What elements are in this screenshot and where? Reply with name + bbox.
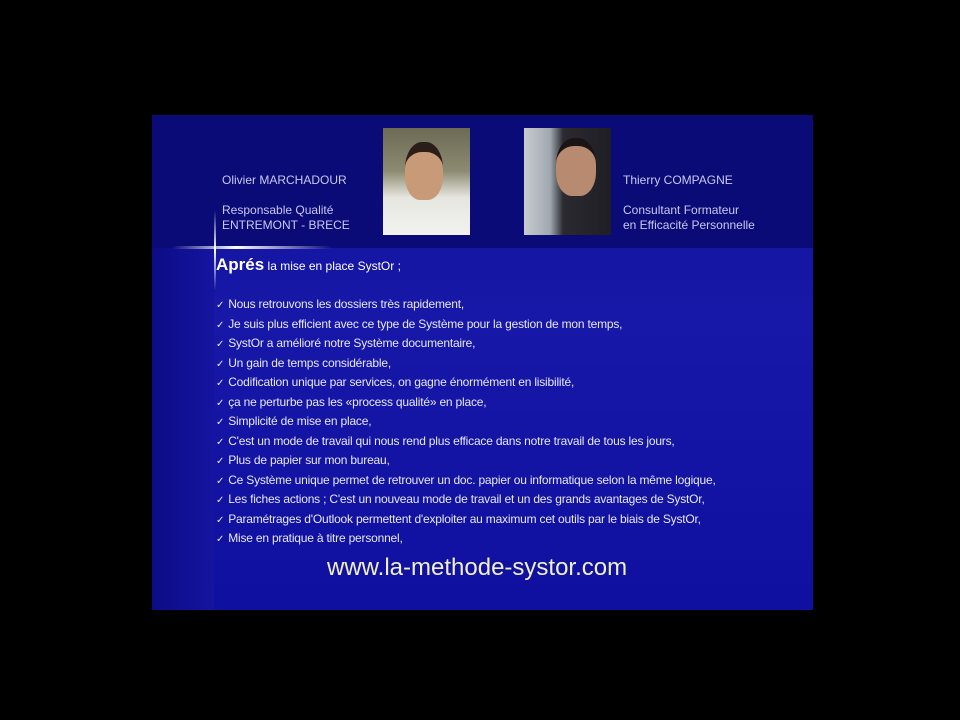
bullet-text: Je suis plus efficient avec ce type de Système pour la gestion de mon temps,	[228, 316, 623, 331]
check-icon: ✓	[216, 456, 225, 467]
person-name: Thierry COMPAGNE	[623, 173, 733, 187]
bullet-item	[216, 510, 716, 530]
bullet-item	[216, 471, 716, 491]
person-role: Responsable Qualité	[222, 203, 334, 217]
check-icon: ✓	[216, 514, 225, 526]
bullet-text: Les fiches actions ; C'est un nouveau mode de travail et un des grands avantages de SystOr,	[228, 492, 705, 506]
check-icon: ✓	[216, 436, 225, 448]
check-icon: ✓	[216, 300, 225, 311]
person-2-info	[623, 173, 755, 233]
check-icon: ✓	[216, 417, 225, 428]
bullet-item	[216, 529, 716, 549]
person-role: Consultant Formateur	[623, 203, 740, 217]
bullet-text: Paramétrages d'Outlook permettent d'exploiter au maximum cet outils par le biais de SystOr,	[228, 511, 701, 526]
bullet-item	[216, 490, 716, 510]
bullet-text: Mise en pratique à titre personnel,	[228, 531, 403, 545]
person-company: ENTREMONT - BRECE	[222, 218, 350, 232]
person-1-info	[222, 173, 350, 233]
bullet-item	[216, 354, 716, 374]
presentation-slide	[152, 115, 813, 610]
website-url: www.la-methode-systor.com	[327, 554, 628, 581]
light-flare	[172, 246, 332, 249]
bullet-text: Un gain de temps considérable,	[228, 355, 391, 370]
check-icon: ✓	[216, 475, 225, 487]
check-icon: ✓	[216, 358, 225, 370]
testimonial-list	[216, 295, 716, 549]
check-icon: ✓	[216, 339, 225, 350]
intro-text: la mise en place SystOr ;	[264, 259, 401, 273]
bullet-text: C'est un mode de travail qui nous rend plus efficace dans notre travail de tous les jours,	[228, 433, 675, 448]
bullet-text: SystOr a amélioré notre Système documentaire,	[228, 336, 476, 350]
check-icon: ✓	[216, 378, 225, 389]
bullet-item	[216, 373, 716, 393]
check-icon: ✓	[216, 397, 225, 409]
bullet-text: Simplicité de mise en place,	[228, 414, 372, 428]
person-name: Olivier MARCHADOUR	[222, 173, 347, 187]
intro-line	[216, 255, 401, 276]
bullet-item	[216, 451, 716, 471]
check-icon: ✓	[216, 534, 225, 545]
bullet-item	[216, 412, 716, 432]
person-1-photo	[383, 128, 470, 235]
person-2-photo	[524, 128, 611, 235]
bullet-text: Codification unique par services, on gagne énormément en lisibilité,	[228, 375, 575, 389]
person-role-detail: en Efficacité Personnelle	[623, 218, 755, 232]
bullet-item	[216, 432, 716, 452]
check-icon: ✓	[216, 495, 225, 506]
left-strip	[152, 248, 214, 610]
check-icon: ✓	[216, 319, 225, 331]
bullet-text: Nous retrouvons les dossiers très rapidement,	[228, 297, 464, 311]
bullet-item	[216, 393, 716, 413]
intro-bold: Aprés	[216, 255, 265, 274]
bullet-item	[216, 295, 716, 315]
light-flare-vertical	[214, 210, 216, 290]
bullet-text: Ce Système unique permet de retrouver un doc. papier ou informatique selon la même logique,	[228, 472, 716, 487]
bullet-item	[216, 334, 716, 354]
bullet-text: ça ne perturbe pas les «process qualité» en place,	[228, 394, 487, 409]
bullet-text: Plus de papier sur mon bureau,	[228, 453, 390, 467]
bullet-item	[216, 315, 716, 335]
